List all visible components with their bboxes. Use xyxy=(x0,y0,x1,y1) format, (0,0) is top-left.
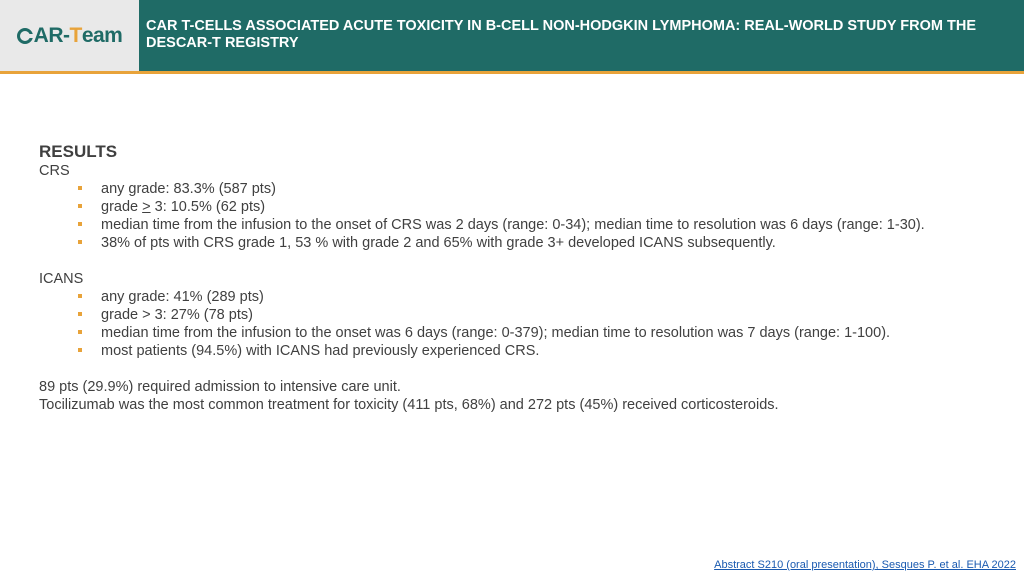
icans-item: most patients (94.5%) with ICANS had previously experienced CRS. xyxy=(101,342,939,360)
grade-symbol: > xyxy=(142,199,151,215)
content-body xyxy=(39,142,939,414)
logo-accent: T xyxy=(69,23,82,47)
crs-item: 38% of pts with CRS grade 1, 53 % with grade 2 and 65% with grade 3+ developed ICANS subsequently. xyxy=(101,234,939,252)
icans-item: grade > 3: 27% (78 pts) xyxy=(101,306,939,324)
logo-ring-icon xyxy=(17,28,33,44)
crs-item-grade xyxy=(101,198,939,216)
logo-suffix: eam xyxy=(81,23,123,47)
icans-label: ICANS xyxy=(39,271,84,287)
crs-list xyxy=(39,180,939,252)
icans-list xyxy=(39,288,939,360)
car-team-logo xyxy=(17,24,123,48)
crs-item: median time from the infusion to the onset of CRS was 2 days (range: 0-34); median time to resolution was 6 days (range: 1-30). xyxy=(101,216,939,234)
header-divider xyxy=(0,71,1024,74)
results-heading: RESULTS xyxy=(39,142,118,161)
icans-item: median time from the infusion to the onset was 6 days (range: 0-379); median time to resolution was 7 days (range: 1-100). xyxy=(101,324,939,342)
summary-line: Tocilizumab was the most common treatment for toxicity (411 pts, 68%) and 272 pts (45%) received corticosteroids. xyxy=(39,397,779,413)
icans-item: any grade: 41% (289 pts) xyxy=(101,288,939,306)
crs-label: CRS xyxy=(39,163,70,179)
logo-mid: AR- xyxy=(33,23,70,47)
slide-title: CAR T-CELLS ASSOCIATED ACUTE TOXICITY IN B-CELL NON-HODGKIN LYMPHOMA: REAL-WORLD STUDY FROM THE DESCAR-T REGISTRY xyxy=(146,18,976,51)
reference-link[interactable]: Abstract S210 (oral presentation), Sesques P. et al. EHA 2022 xyxy=(714,559,1016,571)
grade-prefix: grade xyxy=(101,199,143,215)
summary-line: 89 pts (29.9%) required admission to intensive care unit. xyxy=(39,379,401,395)
crs-item: any grade: 83.3% (587 pts) xyxy=(101,180,939,198)
logo-box xyxy=(0,0,139,71)
grade-value: 3: 10.5% (62 pts) xyxy=(154,199,266,215)
